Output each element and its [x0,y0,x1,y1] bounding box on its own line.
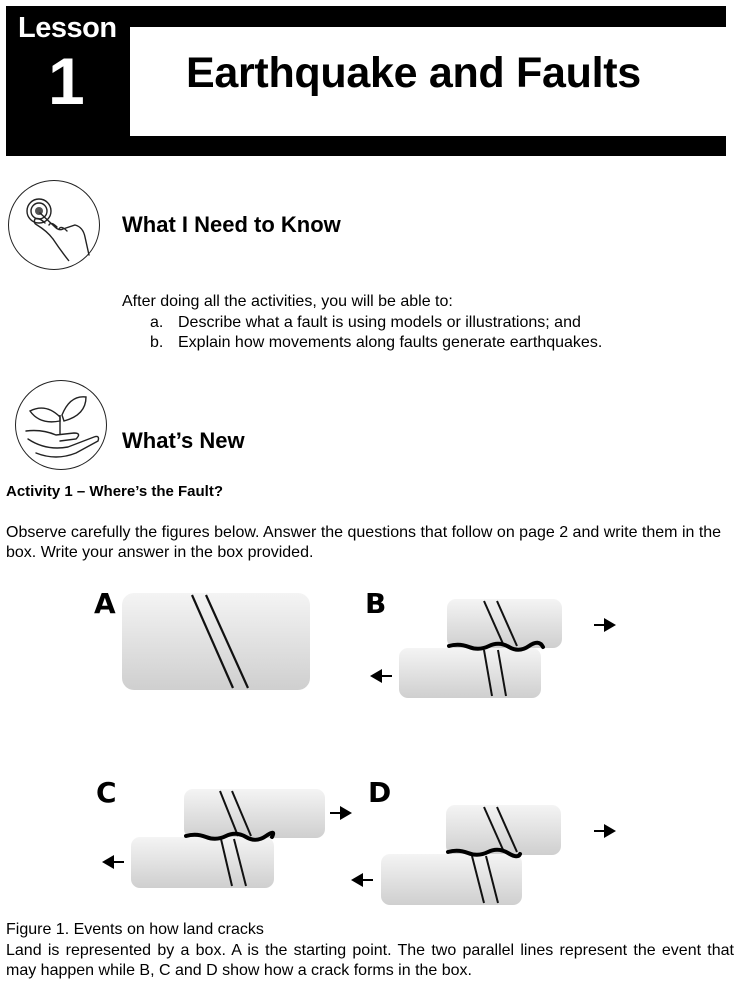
seedling-hand-icon [15,380,107,470]
lesson-number: 1 [48,44,85,118]
objective-item [150,333,602,353]
activity-title: Activity 1 – Where’s the Fault? [6,483,223,500]
section-heading-need-to-know: What I Need to Know [122,212,341,237]
figure-label-a: A [94,587,116,620]
objectives-intro: After doing all the activities, you will be able to: [122,293,453,310]
objective-text: Explain how movements along faults generate earthquakes. [178,334,603,351]
objective-marker: a. [150,314,164,331]
section-heading-whats-new: What’s New [122,428,245,453]
lesson-title: Earthquake and Faults [186,49,641,97]
figure-label-d: D [368,776,392,809]
fault-panel-b [370,599,616,698]
objective-text: Describe what a fault is using models or illustrations; and [178,314,581,331]
figure-label-c: C [96,776,117,809]
lesson-label: Lesson [18,12,117,44]
figure-caption: Figure 1. Events on how land cracks [6,921,264,938]
hand-pointing-icon [8,180,100,270]
figure-label-b: B [365,587,387,620]
activity-instructions: Observe carefully the figures below. Answer the questions that follow on page 2 and write them in the box. Write your answer in the box provided. [6,524,722,561]
fault-panel-c [102,789,352,888]
objective-marker: b. [150,334,164,351]
figure-description: Land is represented by a box. A is the starting point. The two parallel lines represent the event that may happen while B, C and D show how a crack forms in the box. [6,942,734,979]
objective-item [150,313,581,333]
fault-panel-d [351,805,616,905]
fault-figure [0,580,738,910]
fault-panel-a [122,593,310,690]
